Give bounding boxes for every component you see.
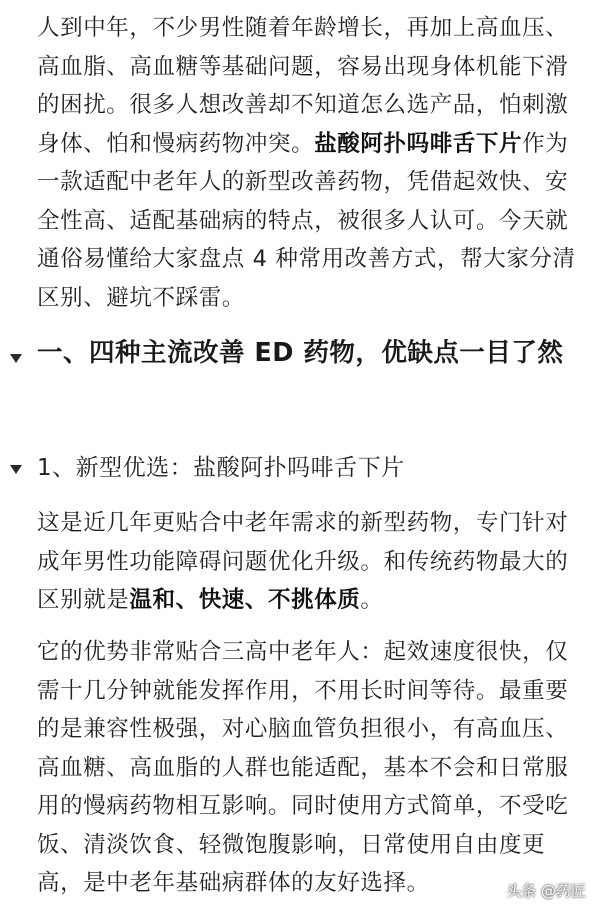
intro-text-1: 人到中年，不少男性随着年龄增长，再加上高血压、高血脂、高血糖等基础问题，容易出现身体机能下滑的困扰。很多人想改善却不知道怎么选产品，怕刺激身体、怕和慢病药物冲突。 — [37, 15, 569, 157]
collapse-triangle-icon[interactable] — [10, 354, 22, 363]
section-heading-2: 1、新型优选：盐酸阿扑吗啡舌下片 — [37, 455, 405, 481]
watermark: 头条 @药匠 — [506, 882, 586, 900]
paragraph-3: 它的优势非常贴合三高中老年人：起效速度很快，仅需十几分钟就能发挥作用，不用长时间等待。最重要的是兼容性极强，对心脑血管负担很小，有高血压、高血糖、高血脂的人群也能适配，基本不会和日常服用的慢病药物相互影响。同时使用方式简单，不受吃饭、清淡饮食、轻微饱腹影响，日常使用自由度更高，是中老年基础病群体的友好选择。 — [37, 639, 569, 896]
section-heading-1: 一、四种主流改善 ED 药物，优缺点一目了然 — [37, 338, 564, 368]
para2-text-1: 这是近几年更贴合中老年需求的新型药物，专门针对成年男性功能障碍问题优化升级。和传统药物最大的区别就是 — [37, 510, 569, 613]
para2-text-2: 。 — [360, 587, 384, 613]
para2-bold: 温和、快速、不挑体质 — [129, 587, 361, 613]
intro-bold-drug-name: 盐酸阿扑吗啡舌下片 — [314, 130, 523, 157]
paragraph-2 — [37, 504, 577, 620]
intro-paragraph — [37, 9, 577, 317]
intro-text-2: 作为一款适配中老年人的新型改善药物，凭借起效快、安全性高、适配基础病的特点，被很多人认可。今天就通俗易懂给大家盘点 4 种常用改善方式，帮大家分清区别、避坑不踩雷。 — [37, 130, 576, 311]
collapse-triangle-icon[interactable] — [10, 465, 22, 474]
